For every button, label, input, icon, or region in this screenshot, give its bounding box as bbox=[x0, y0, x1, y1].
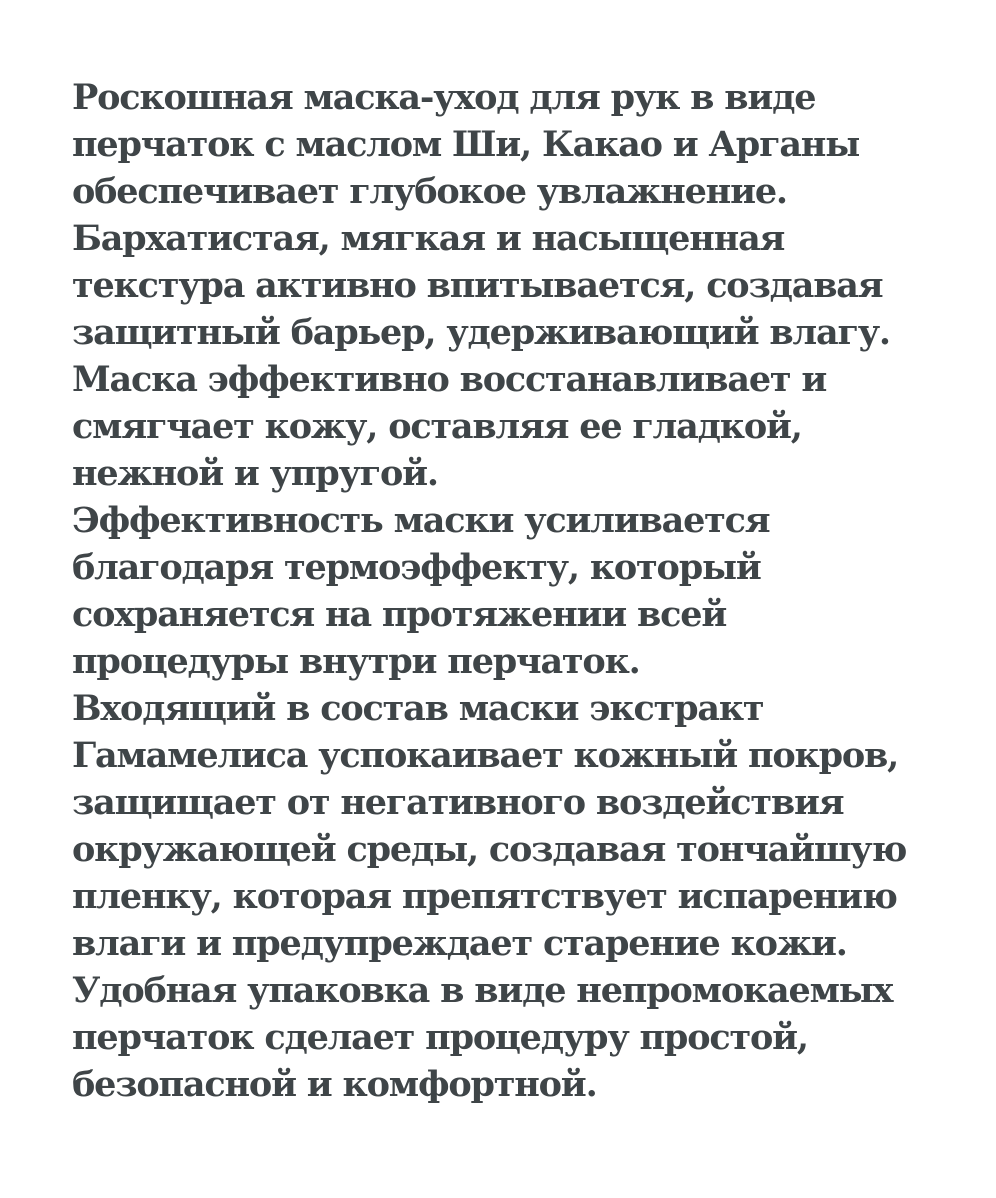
text-line: Входящий в состав маски экстракт bbox=[72, 688, 764, 729]
text-line: пленку, которая препятствует испарению bbox=[72, 876, 897, 917]
product-description bbox=[72, 74, 972, 1108]
text-line: смягчает кожу, оставляя ее гладкой, bbox=[72, 406, 802, 447]
text-line: Бархатистая, мягкая и насыщенная bbox=[72, 218, 785, 259]
text-line: Роскошная маска-уход для рук в виде bbox=[72, 77, 816, 118]
text-line: перчаток с маслом Ши, Какао и Арганы bbox=[72, 124, 860, 165]
text-line: сохраняется на протяжении всей bbox=[72, 594, 727, 635]
text-line: обеспечивает глубокое увлажнение. bbox=[72, 171, 787, 212]
paragraph-thermo-effect bbox=[72, 497, 972, 685]
text-line: благодаря термоэффекту, который bbox=[72, 547, 761, 588]
text-line: Маска эффективно восстанавливает и bbox=[72, 359, 827, 400]
text-line: Удобная упаковка в виде непромокаемых bbox=[72, 970, 893, 1011]
paragraph-ingredients bbox=[72, 74, 972, 497]
text-line: Эффективность маски усиливается bbox=[72, 500, 770, 541]
text-line: влаги и предупреждает старение кожи. bbox=[72, 923, 847, 964]
paragraph-packaging bbox=[72, 967, 972, 1108]
text-line: перчаток сделает процедуру простой, bbox=[72, 1017, 808, 1058]
text-line: защищает от негативного воздействия bbox=[72, 782, 844, 823]
text-line: процедуры внутри перчаток. bbox=[72, 641, 640, 682]
text-line: окружающей среды, создавая тончайшую bbox=[72, 829, 907, 870]
text-line: Гамамелиса успокаивает кожный покров, bbox=[72, 735, 899, 776]
paragraph-hamamelis-extract bbox=[72, 685, 972, 967]
text-line: текстура активно впитывается, создавая bbox=[72, 265, 883, 306]
text-line: безопасной и комфортной. bbox=[72, 1064, 597, 1105]
text-line: нежной и упругой. bbox=[72, 453, 438, 494]
text-line: защитный барьер, удерживающий влагу. bbox=[72, 312, 890, 353]
